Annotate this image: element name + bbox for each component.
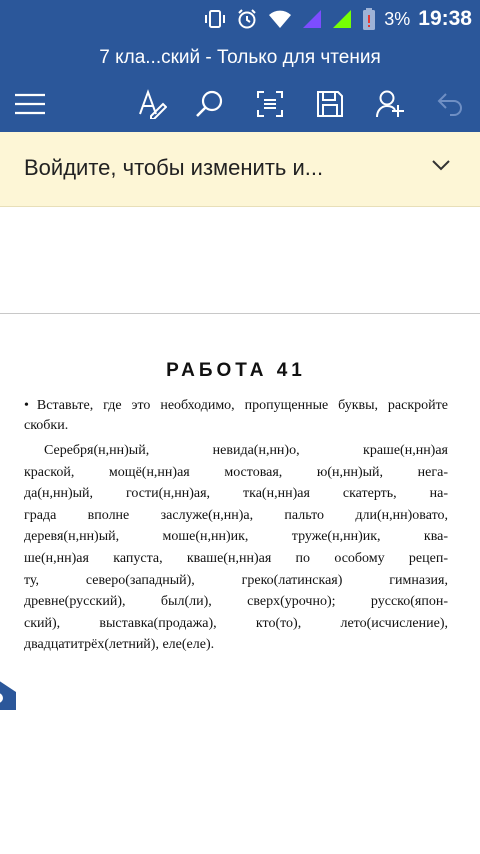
document-title-bar	[0, 38, 480, 80]
text-line: деревя(н,нн)ый, моше(н,нн)ик, труже(н,нн)ик, ква-	[24, 529, 448, 545]
undo-button[interactable]	[432, 88, 468, 124]
chevron-down-icon[interactable]	[432, 158, 450, 176]
text-line: двадцатитрёх(летний), еле(еле).	[24, 637, 215, 653]
selection-handle[interactable]	[0, 672, 16, 710]
wifi-icon	[268, 9, 292, 29]
text-line: града вполне заслуже(н,нн)а, пальто дли(н,нн)овато,	[24, 507, 448, 523]
document-title: 7 кла...ский - Только для чтения	[99, 47, 381, 68]
exercise-text	[24, 440, 448, 656]
sign-in-banner[interactable]	[0, 132, 480, 207]
text-line: ский), выставка(продажа), кто(то), лето(исчисление),	[24, 615, 448, 631]
battery-percent: 3%	[384, 8, 411, 29]
sign-in-banner-text: Войдите, чтобы изменить и...	[24, 155, 324, 180]
toolbar	[0, 80, 480, 132]
share-button[interactable]	[372, 88, 408, 124]
text-line: краской, мощё(н,нн)ая мостовая, ю(н,нн)ый, нега-	[24, 464, 448, 480]
clock: 19:38	[418, 7, 472, 30]
vibrate-icon	[204, 9, 226, 29]
text-line: древне(русский), был(ли), сверх(урочно); русско(япон-	[24, 594, 448, 610]
exercise-instruction	[24, 396, 448, 436]
edit-icon	[137, 89, 167, 124]
status-bar	[0, 0, 480, 38]
save-icon	[316, 90, 344, 123]
share-icon	[375, 89, 405, 124]
exercise-title: РАБОТА 41	[166, 360, 306, 381]
menu-button[interactable]	[12, 88, 48, 124]
edit-button[interactable]	[134, 88, 170, 124]
text-line: ту, северо(западный), греко(латинская) гимназия,	[24, 572, 448, 588]
text-line: ше(н,нн)ая капуста, кваше(н,нн)ая по особому рецеп-	[24, 550, 448, 566]
document-content	[24, 360, 448, 656]
signal-icon	[302, 9, 322, 29]
text-line: да(н,нн)ый, гости(н,нн)ая, тка(н,нн)ая скатерть, на-	[24, 486, 448, 502]
undo-icon	[436, 90, 464, 123]
alarm-icon	[236, 8, 258, 30]
bullet-mark: •	[24, 398, 29, 413]
save-button[interactable]	[312, 88, 348, 124]
battery-alert-icon	[362, 7, 376, 31]
reading-mode-button[interactable]	[252, 88, 288, 124]
text-line: Серебря(н,нн)ый, невида(н,нн)о, краше(н,нн)ая	[44, 443, 448, 458]
status-icons	[194, 0, 472, 38]
page-divider	[0, 313, 480, 314]
signal-icon	[332, 9, 352, 29]
search-button[interactable]	[192, 88, 228, 124]
menu-icon	[14, 93, 46, 120]
exercise-instruction-text: Вставьте, где это необходимо, пропущенные буквы, раскройте скобки.	[24, 398, 448, 433]
search-icon	[195, 89, 225, 124]
reading-mode-icon	[256, 90, 284, 123]
